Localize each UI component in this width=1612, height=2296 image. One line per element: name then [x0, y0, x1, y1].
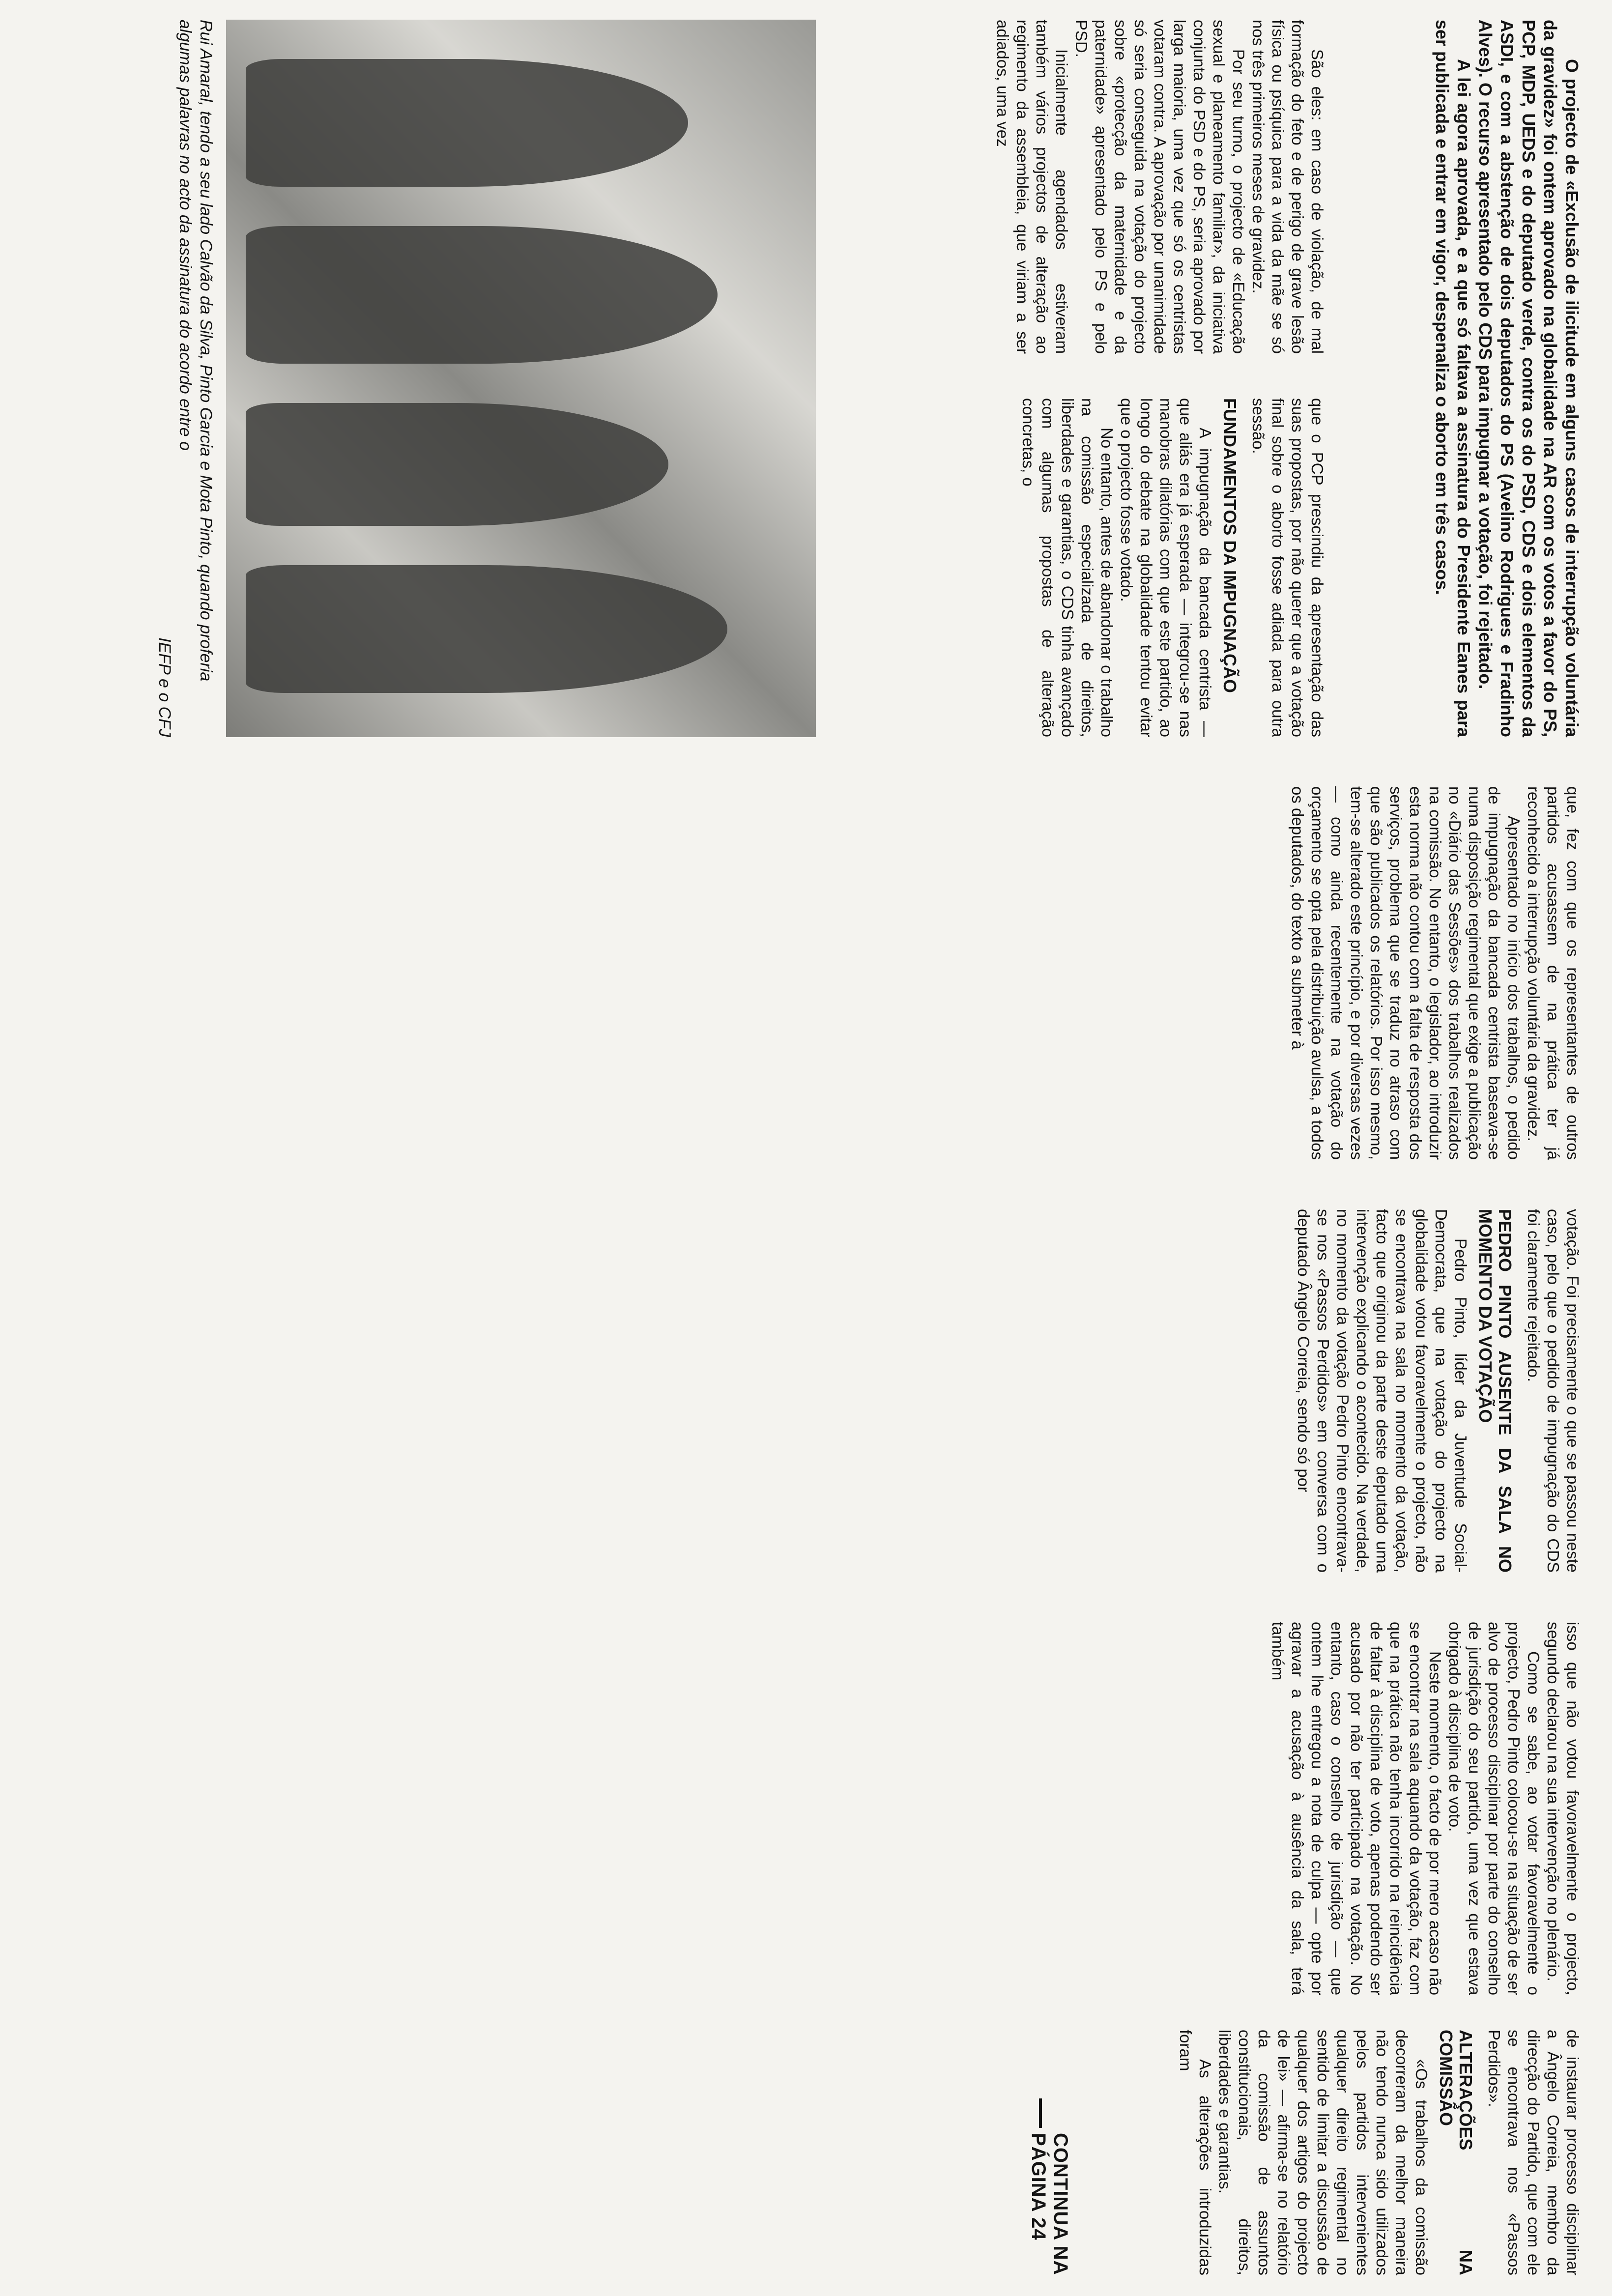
person-figure	[246, 565, 727, 693]
paragraph: votação. Foi precisamente o que se passou neste caso, pelo que o pedido de impugnação do CDS foi claramente rejeitado.	[1525, 1209, 1582, 1573]
rotated-article	[29, 20, 1583, 2280]
article-column-2	[1018, 398, 1327, 737]
article-column-6	[1176, 2030, 1583, 2275]
person-figure	[246, 59, 688, 187]
article-column-1	[993, 20, 1327, 354]
article-column-5	[1268, 1622, 1583, 1995]
paragraph: Por seu turno, o projecto de «Educação sexual e planeamento familiar», da iniciativa conjunta do PSD e do PS, seria aprovado por larga maioria, uma vez que só os centristas votaram contra. A aprovação por unanimidade só seria conseguida na votação do projecto sobre «protecção da maternidade e da paternidade» apresentado pelo PS e pelo PSD.	[1072, 20, 1248, 354]
paragraph: A impugnação da bancada centrista — que aliás era já esperada — integrou-se nas manobras dilatórias com que este partido, ao longo do debate na globalidade tentou evitar que o projecto fosse votado.	[1118, 398, 1214, 737]
continue-note: CONTINUA NA PÁGINA 24	[1028, 2133, 1071, 2275]
paragraph: Inicialmente agendados estiveram também vários projectos de alteração ao regimento da assembleia, que viriam a ser adiados, uma vez	[994, 20, 1071, 354]
lead-paragraph: O projecto de «Exclusão de ilicitude em alguns casos de interrupção voluntária da gravidez» foi ontem aprovado na globalidade na AR com os votos a favor do PS, PCP, MDP, UEDS e do deputado verde, contra os do PSD, CDS e dois elementos da ASDI, e com a abstenção de dois deputados do PS (Avelino Rodrigues e Fradinho Alves). O recurso apresentado pelo CDS para impugnar a votação, foi rejeitado.	[1475, 20, 1582, 737]
article-column-4	[1294, 1209, 1583, 1573]
article-lead	[1431, 20, 1583, 737]
lead-paragraph: A lei agora aprovada, e a que só faltava a assinatura do Presidente Eanes para ser publicada e entrar em vigor, despenaliza o aborto em três casos.	[1432, 20, 1474, 737]
paragraph: que, fez com que os representantes de outros partidos acusassem de na prática ter já reconhecido a interrupção voluntária da gravidez.	[1525, 786, 1582, 1160]
paragraph: As alterações introduzidas foram	[1177, 2030, 1214, 2275]
paragraph: Pedro Pinto, líder da Juventude Social-Democrata, que na votação do projecto na globalidade votou favoravelmente o projecto, não se encontrava na sala no momento da votação, facto que originou da parte deste deputado uma intervenção explicando o acontecido. Na verdade, no momento da votação Pedro Pinto encontrava-se nos «Passos Perdidos» em conversa com o deputado Ângelo Correia, sendo só por	[1295, 1209, 1470, 1573]
section-heading: FUNDAMENTOS DA IMPUGNAÇÃO	[1220, 398, 1240, 693]
caption-credit: IEFP e o CFJ	[155, 637, 174, 737]
paragraph: São eles: em caso de violação, de mal formação do feto e de perigo de grave lesão física ou psíquica para a vida da mãe se só nos três primeiros meses de gravidez.	[1249, 20, 1326, 354]
paragraph: de instaurar processo disciplinar a Ângelo Correia, membro da direcção do Partido, que com ele se encontrava nos «Passos Perdidos».	[1485, 2030, 1582, 2275]
paragraph: Apresentado no início dos trabalhos, o pedido de impugnação da bancada centrista baseava-se numa disposição regimental que exige a publicação no «Diário das Sessões» dos trabalhos realizados na comissão. No entanto, o legislador, ao introduzir esta norma não contou com a falta de resposta dos serviços, problema que se traduz no atraso com que são publicados os relatórios. Por isso mesmo, tem-se alterado este princípio, e por diversas vezes — como ainda recentemente na votação do orçamento se opta pela distribuição avulsa, a todos os deputados, do texto a submeter à	[1289, 786, 1523, 1160]
section-heading: PEDRO PINTO AUSENTE DA SALA NO MOMENTO DA VOTAÇÃO	[1475, 1209, 1515, 1573]
paragraph: isso que não votou favoravelmente o projecto, segundo declarou na sua intervenção no plenário.	[1544, 1622, 1582, 1995]
person-figure	[246, 403, 668, 526]
news-photo	[226, 20, 816, 737]
article-column-3	[1288, 786, 1583, 1160]
caption-text: Rui Amaral, tendo a seu lado Calvão da Silva, Pinto Garcia e Mota Pinto, quando proferia algumas palavras no acto da assinatura do acordo entre o	[176, 20, 215, 682]
paragraph: que o PCP prescindiu da apresentação das suas propostas, por não querer que a votação final sobre o aborto fosse adiada para outra sessão.	[1249, 398, 1326, 737]
continue-arrow	[1039, 2098, 1042, 2128]
photo-caption	[154, 20, 216, 737]
paragraph: Neste momento, o facto de por mero acaso não se encontrar na sala aquando da votação, faz com que na prática não tenha incorrido na reincidência de faltar à disciplina de voto, apenas podendo ser acusado por não ter participado na votação. No entanto, caso o conselho de jurisdição — que ontem lhe entregou a nota de culpa — opte por agravar a acusação à ausência da sala, terá também	[1269, 1622, 1444, 1995]
paragraph: Como se sabe, ao votar favoravelmente o projecto, Pedro Pinto colocou-se na situação de ser alvo de processo disciplinar por parte do conselho de jurisdição do seu partido, uma vez que estava obrigado à disciplina de voto.	[1446, 1622, 1543, 1995]
section-heading: ALTERAÇÕES NA COMISSÃO	[1436, 2030, 1476, 2275]
paragraph: No entanto, antes de abandonar o trabalho na comissão especializada de direitos, liberdades e garantias, o CDS tinha avançado com algumas propostas de alteração concretas, o	[1019, 398, 1116, 737]
paragraph: «Os trabalhos da comissão decorreram da melhor maneira não tendo nunca sido utilizados pelos partidos intervenientes qualquer direito regimental no sentido de limitar a discussão de qualquer dos artigos do projecto de lei» — afirma-se no relatório da comissão de assuntos constitucionais, direitos, liberdades e garantias.	[1216, 2030, 1431, 2275]
person-figure	[246, 226, 718, 364]
